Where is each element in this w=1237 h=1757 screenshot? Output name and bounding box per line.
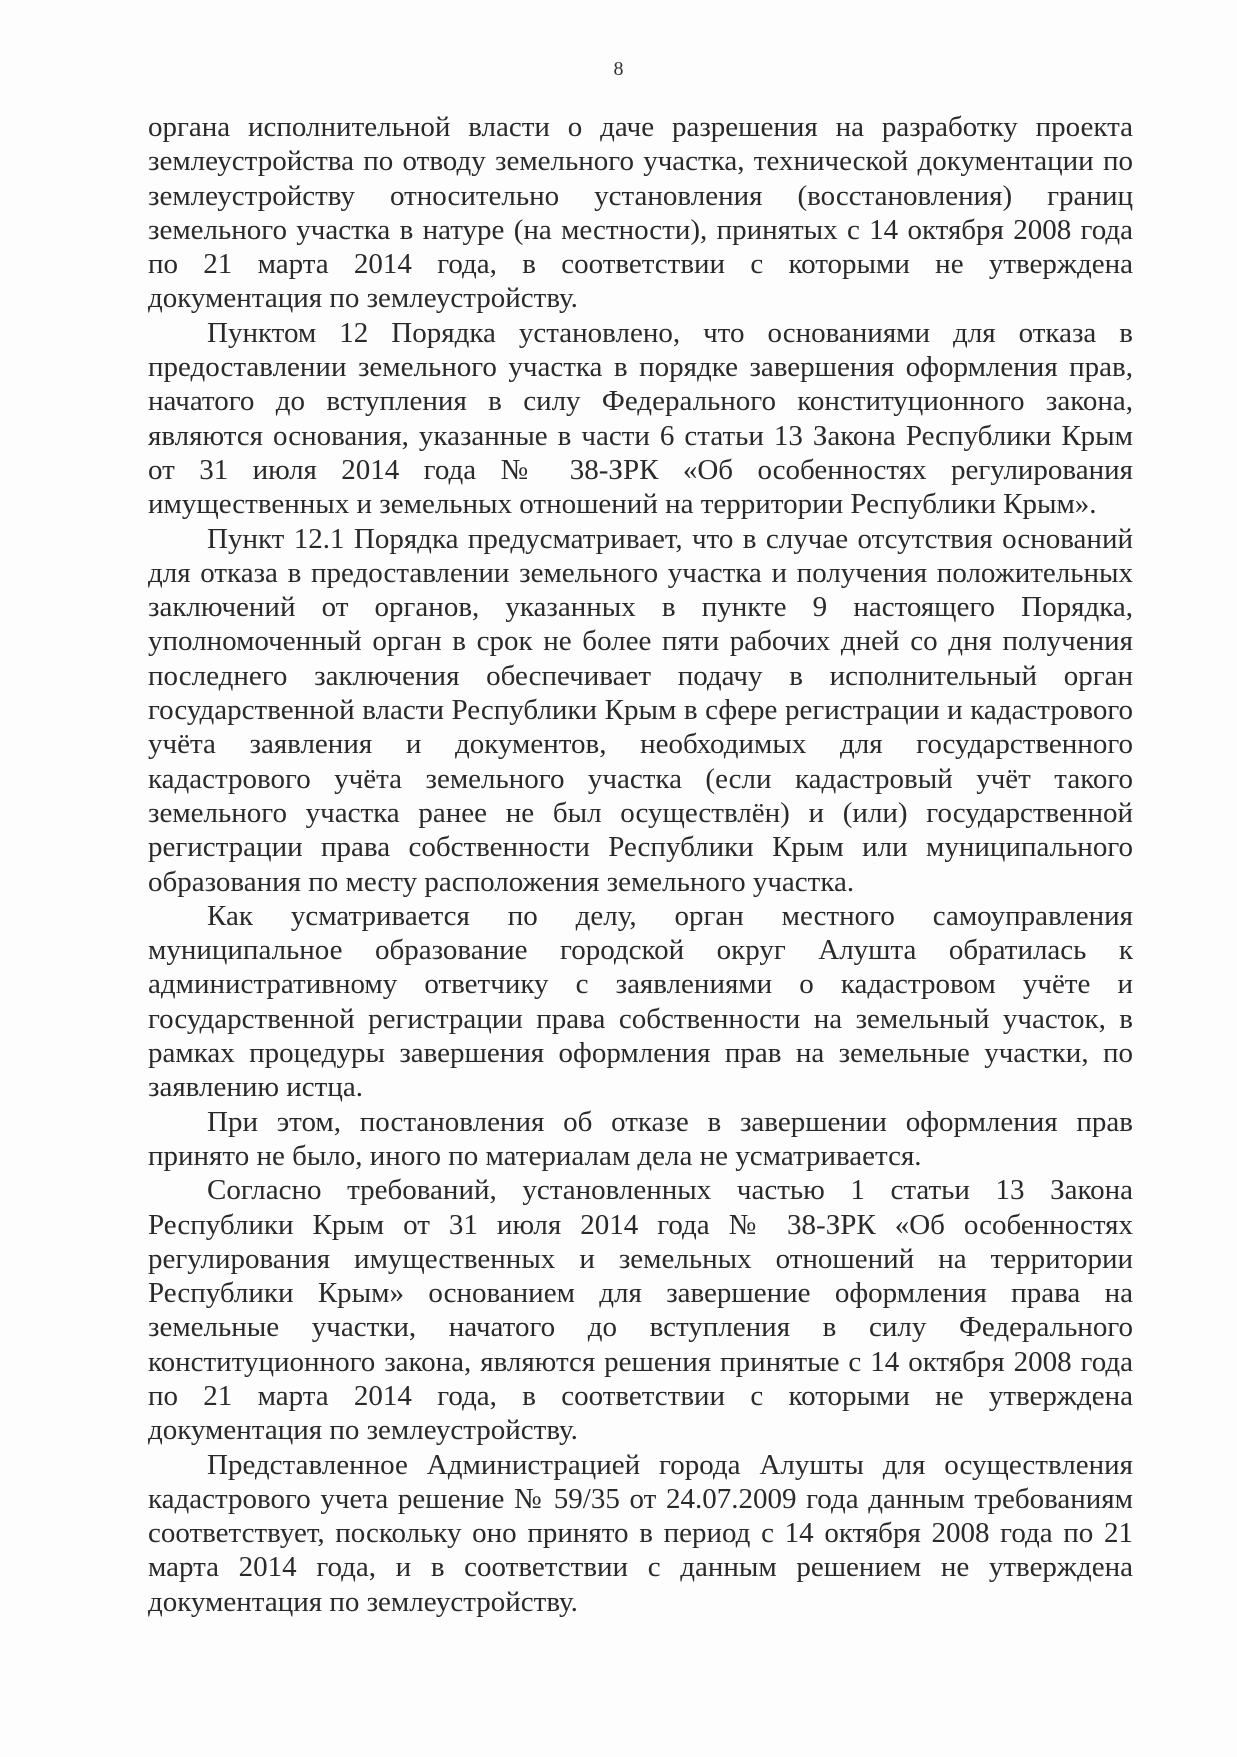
paragraph-law-requirements: Согласно требований, установленных частью 1 статьи 13 Закона Республики Крым от 31 июля 2014 года № 38-ЗРК «Об особенностях регулирования имущественных и земельных отношений на территории Республики Крым» основанием для завершение оформления права на земельные участки, начатого до вступления в силу Федерального конституционного закона, являются решения принятые с 14 октября 2008 года по 21 марта 2014 года, в соответствии с которыми не утверждена документация по землеустройству. [148,1174,1133,1447]
paragraph-no-refusal: При этом, постановления об отказе в завершении оформления прав принято не было, иного по материалам дела не усматривается. [148,1105,1133,1172]
page-number: 8 [613,58,624,80]
document-body [148,110,1133,1619]
paragraph-point-12-1: Пункт 12.1 Порядка предусматривает, что в случае отсутствия оснований для отказа в предоставлении земельного участка и получения положительных заключений от органов, указанных в пункте 9 настоящего Порядка, уполномоченный орган в срок не более пяти рабочих дней со дня получения последнего заключения обеспечивает подачу в исполнительный орган государственной власти Республики Крым в сфере регистрации и кадастрового учёта заявления и документов, необходимых для государственного кадастрового учёта земельного участка (если кадастровый учёт такого земельного участка ранее не был осуществлён) и (или) государственной регистрации права собственности Республики Крым или муниципального образования по месту расположения земельного участка. [148,522,1133,898]
paragraph-point-12: Пунктом 12 Порядка установлено, что основаниями для отказа в предоставлении земельного участка в порядке завершения оформления прав, начатого до вступления в силу Федерального конституционного закона, являются основания, указанные в части 6 статьи 13 Закона Республики Крым от 31 июля 2014 года № 38-ЗРК «Об особенностях регулирования имущественных и земельных отношений на территории Республики Крым». [148,316,1133,521]
paragraph-continuation: органа исполнительной власти о даче разрешения на разработку проекта землеустройства по отводу земельного участка, технической документации по землеустройству относительно установления (восстановления) границ земельного участка в натуре (на местности), принятых с 14 октября 2008 года по 21 марта 2014 года, в соответствии с которыми не утверждена документация по землеустройству. [148,111,1133,315]
paragraph-case-facts: Как усматривается по делу, орган местного самоуправления муниципальное образование городской округ Алушта обратилась к административному ответчику с заявлениями о кадастровом учёте и государственной регистрации права собственности на земельный участок, в рамках процедуры завершения оформления прав на земельные участки, по заявлению истца. [148,899,1133,1104]
paragraph-decision-compliance: Представленное Администрацией города Алушты для осуществления кадастрового учета решение № 59/35 от 24.07.2009 года данным требованиям соответствует, поскольку оно принято в период с 14 октября 2008 года по 21 марта 2014 года, и в соответствии с данным решением не утверждена документация по землеустройству. [148,1448,1133,1618]
